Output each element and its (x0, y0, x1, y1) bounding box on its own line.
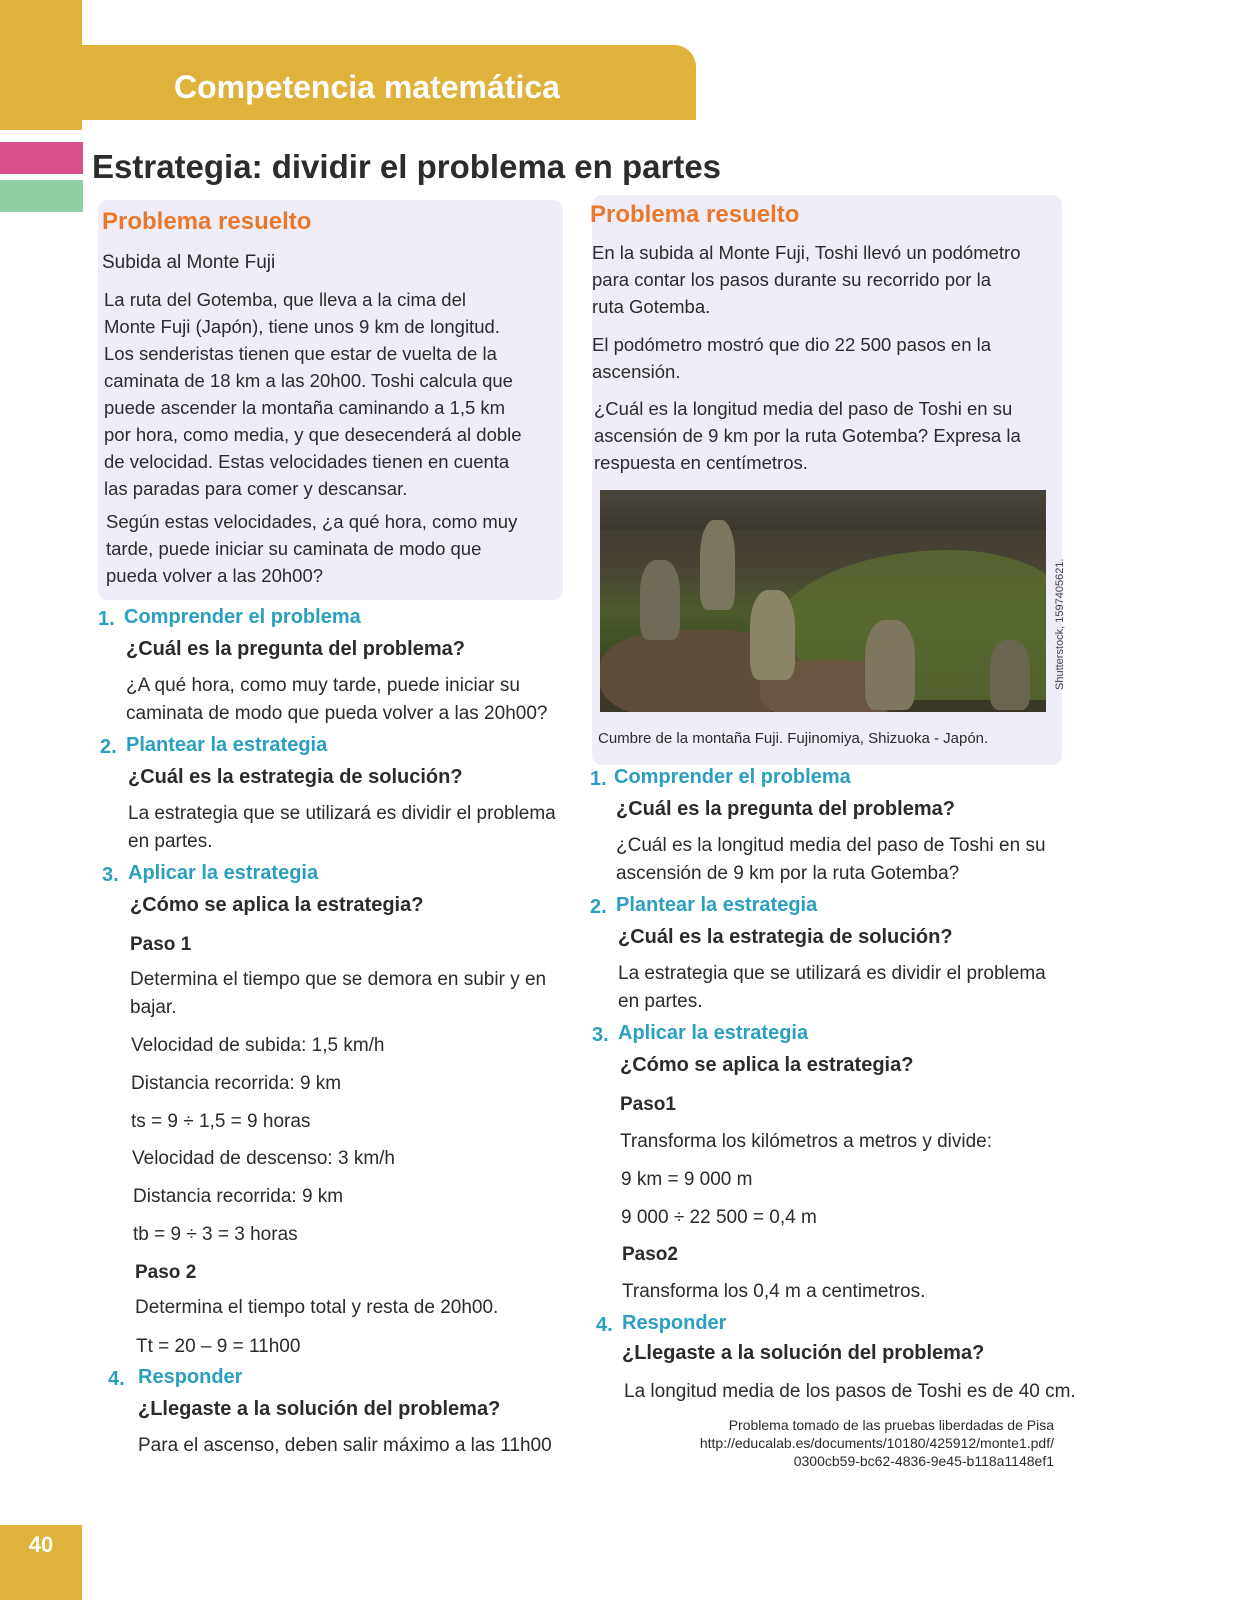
step-title: Responder (138, 1366, 243, 1388)
box-paragraph-1 (592, 239, 1037, 320)
step-number: 3. (102, 864, 119, 886)
step-answer: Para el ascenso, deben salir máximo a las 11h00 (138, 1435, 552, 1456)
header-banner (82, 45, 696, 120)
photo-hiker (640, 560, 680, 640)
text-line: La estrategia que se utilizará es dividir el problema (618, 963, 1046, 984)
step-question: ¿Cuál es la pregunta del problema? (126, 638, 465, 660)
text-line: bajar. (130, 997, 177, 1018)
step-number: 4. (596, 1314, 613, 1336)
photo-hiker (990, 640, 1030, 710)
text-line: ¿Cuál es la longitud media del paso de Toshi en su (594, 398, 1013, 419)
text-line: Determina el tiempo que se demora en subir y en (130, 969, 547, 990)
text-line: caminata de 18 km a las 20h00. Toshi calcula que (104, 370, 513, 391)
text-line: Según estas velocidades, ¿a qué hora, como muy (106, 511, 518, 532)
step-title: Plantear la estrategia (126, 734, 328, 756)
page-title: Estrategia: dividir el problema en partes (92, 148, 722, 185)
banner-title: Competencia matemática (174, 69, 560, 105)
paso-text: Determina el tiempo total y resta de 20h00. (135, 1297, 499, 1318)
step-answer: La longitud media de los pasos de Toshi es de 40 cm. (624, 1381, 1076, 1402)
text-line: La estrategia que se utilizará es dividir el problema (128, 803, 556, 824)
step-answer (128, 800, 556, 856)
step-paso-label: Paso2 (622, 1244, 678, 1265)
step-answer (126, 672, 547, 728)
left-problem-box (98, 200, 563, 600)
text-line: en partes. (618, 991, 703, 1012)
box-subtitle: Subida al Monte Fuji (102, 252, 276, 273)
text-line: ascensión de 9 km por la ruta Gotemba? (616, 863, 960, 884)
step-paso-label: Paso1 (620, 1094, 676, 1115)
step-question: ¿Cuál es la estrategia de solución? (618, 926, 953, 948)
text-line: Los senderistas tienen que estar de vuelta de la (104, 343, 497, 364)
photo-hiker (865, 620, 915, 710)
calc-line: Distancia recorrida: 9 km (131, 1073, 342, 1094)
calc-line: Velocidad de subida: 1,5 km/h (131, 1035, 385, 1056)
source-link[interactable]: http://educalab.es/documents/10180/425912/monte1.pdf/ (699, 1435, 1054, 1451)
box-paragraph-2 (592, 331, 1037, 385)
calc-line: Tt = 20 – 9 = 11h00 (136, 1336, 301, 1357)
step-title: Comprender el problema (124, 606, 361, 628)
step-answer (618, 960, 1046, 1016)
text-line: en partes. (128, 831, 213, 852)
step-answer (616, 832, 1046, 888)
step-title: Plantear la estrategia (616, 894, 818, 916)
photo-sky (600, 490, 1046, 530)
paso-text: Transforma los kilómetros a metros y divide: (620, 1131, 993, 1152)
text-line: La ruta del Gotemba, que lleva a la cima del (104, 289, 466, 310)
paso-text: Transforma los 0,4 m a centimetros. (622, 1281, 926, 1302)
text-line: caminata de modo que pueda volver a las 20h00? (126, 703, 548, 724)
text-line: El podómetro mostró que dio 22 500 pasos en la (592, 334, 992, 355)
step-number: 2. (100, 736, 117, 758)
text-line: por hora, como media, y que desecenderá al doble (104, 424, 522, 445)
text-line: pueda volver a las 20h00? (106, 565, 324, 586)
calc-line: Distancia recorrida: 9 km (133, 1186, 344, 1207)
step-question: ¿Cómo se aplica la estrategia? (620, 1054, 914, 1076)
step-number: 3. (592, 1024, 609, 1046)
step-question: ¿Cómo se aplica la estrategia? (130, 894, 424, 916)
box-paragraph-2 (106, 508, 546, 589)
text-line: respuesta en centímetros. (594, 452, 808, 473)
photo-hiker (700, 520, 735, 610)
step-paso-label: Paso 1 (130, 934, 192, 955)
step-title: Comprender el problema (614, 766, 851, 788)
box-heading: Problema resuelto (102, 208, 312, 235)
step-question: ¿Llegaste a la solución del problema? (138, 1398, 501, 1420)
calc-line: 9 000 ÷ 22 500 = 0,4 m (621, 1207, 817, 1228)
text-line: Monte Fuji (Japón), tiene unos 9 km de longitud. (104, 316, 500, 337)
top-gold-strip (0, 0, 82, 130)
calc-line: tb = 9 ÷ 3 = 3 horas (133, 1224, 298, 1245)
paso-text (130, 966, 546, 1022)
step-title: Responder (622, 1312, 727, 1334)
step-question: ¿Llegaste a la solución del problema? (622, 1342, 985, 1364)
step-number: 4. (108, 1368, 125, 1390)
green-tab (0, 180, 83, 212)
box-paragraph-1 (104, 286, 544, 502)
step-paso-label: Paso 2 (135, 1262, 197, 1283)
text-line: para contar los pasos durante su recorrido por la (592, 269, 991, 290)
step-title: Aplicar la estrategia (128, 862, 319, 884)
text-line: tarde, puede iniciar su caminata de modo que (106, 538, 482, 559)
text-line: ascensión. (592, 361, 681, 382)
step-title: Aplicar la estrategia (618, 1022, 809, 1044)
step-number: 1. (590, 768, 607, 790)
calc-line: 9 km = 9 000 m (621, 1169, 753, 1190)
text-line: ¿A qué hora, como muy tarde, puede iniciar su (126, 675, 520, 696)
calc-line: ts = 9 ÷ 1,5 = 9 horas (131, 1111, 311, 1132)
source-line: 0300cb59-bc62-4836-9e45-b118a1148ef1 (793, 1453, 1054, 1469)
text-line: de velocidad. Estas velocidades tienen en cuenta (104, 451, 510, 472)
photo-hiker (750, 590, 795, 680)
text-line: puede ascender la montaña caminando a 1,5 km (104, 397, 506, 418)
photo-caption: Cumbre de la montaña Fuji. Fujinomiya, Shizuoka - Japón. (598, 730, 989, 747)
pink-tab (0, 142, 83, 174)
photo-credit: Shutterstock, 1597405621. (1054, 558, 1066, 690)
box-heading: Problema resuelto (590, 201, 800, 228)
step-question: ¿Cuál es la pregunta del problema? (616, 798, 955, 820)
source-note (700, 1416, 1054, 1470)
mount-fuji-photo (600, 490, 1046, 712)
text-line: ascensión de 9 km por la ruta Gotemba? Expresa la (594, 425, 1021, 446)
source-line: Problema tomado de las pruebas liberdadas de Pisa (728, 1417, 1054, 1433)
step-question: ¿Cuál es la estrategia de solución? (128, 766, 463, 788)
calc-line: Velocidad de descenso: 3 km/h (132, 1148, 396, 1169)
text-line: ¿Cuál es la longitud media del paso de Toshi en su (616, 835, 1046, 856)
step-number: 2. (590, 896, 607, 918)
box-paragraph-3 (594, 395, 1039, 476)
text-line: ruta Gotemba. (592, 296, 711, 317)
page-number: 40 (28, 1532, 54, 1557)
text-line: En la subida al Monte Fuji, Toshi llevó un podómetro (592, 242, 1021, 263)
step-number: 1. (98, 608, 115, 630)
text-line: las paradas para comer y descansar. (104, 478, 408, 499)
